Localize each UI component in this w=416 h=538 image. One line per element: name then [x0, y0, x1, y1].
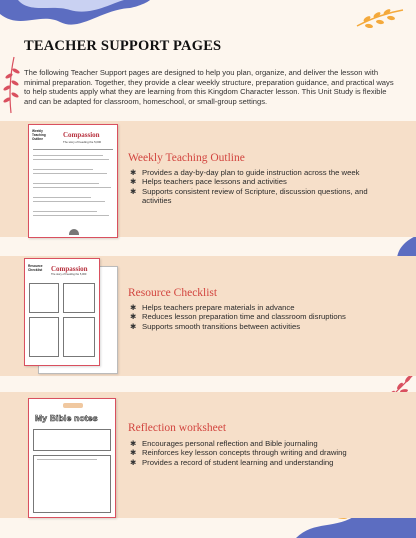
thumbnail-title: Compassion	[63, 131, 100, 139]
bullet-text: Reduces lesson preparation time and classroom disruptions	[142, 312, 346, 322]
thumbnail-line	[33, 215, 109, 216]
thumbnail-page-dot	[69, 229, 79, 235]
list-item	[130, 177, 380, 186]
intro-paragraph: The following Teacher Support pages are designed to help you plan, organize, and deliver the lesson with minimal preparation. Together, they provide a clear weekly structure, preparation guidance, and practical ways to help students apply what they are learning from this Kingdom Character lesson. This Unit Study is flexible and can be adapted for classroom, homeschool, or small-group settings.	[24, 68, 394, 106]
section-heading-weekly-outline: Weekly Teaching Outline	[128, 152, 245, 164]
asterisk-icon: ✱	[130, 321, 137, 331]
left-leaf-branch	[2, 55, 20, 115]
section-heading-resource-checklist: Resource Checklist	[128, 287, 218, 299]
thumbnail-side-label: Resource Checklist	[28, 264, 43, 272]
thumbnail-line	[33, 197, 91, 198]
asterisk-icon: ✱	[130, 168, 137, 177]
thumbnail-line	[33, 159, 109, 160]
resource-checklist-bullets	[130, 303, 380, 331]
thumbnail-logo	[63, 403, 83, 408]
bullet-text: Helps teachers pace lessons and activities	[142, 177, 287, 187]
thumbnail-line	[33, 173, 107, 174]
thumbnail-box	[33, 455, 111, 513]
bullet-text: Supports smooth transitions between activities	[142, 321, 301, 331]
list-item	[130, 312, 380, 321]
asterisk-icon: ✱	[130, 448, 137, 458]
weekly-outline-bullets	[130, 168, 380, 206]
asterisk-icon: ✱	[130, 186, 137, 196]
thumbnail-box	[29, 283, 59, 313]
thumbnail-line	[33, 155, 103, 156]
top-left-blob	[0, 0, 150, 40]
thumbnail-box	[63, 283, 95, 313]
reflection-worksheet-bullets	[130, 439, 380, 467]
page-title: TEACHER SUPPORT PAGES	[24, 38, 222, 54]
asterisk-icon: ✱	[130, 312, 137, 322]
list-item	[130, 439, 380, 448]
thumbnail-title: Compassion	[51, 265, 88, 273]
thumbnail-side-label: Weekly Teaching Outline	[32, 129, 46, 141]
thumbnail-line	[33, 201, 105, 202]
thumbnail-line	[33, 169, 93, 170]
bullet-text: Supports consistent review of Scripture, discussion questions, and activities	[142, 186, 368, 206]
resource-checklist-thumbnail	[24, 258, 100, 366]
asterisk-icon: ✱	[130, 457, 137, 467]
top-right-leaf-branch	[355, 6, 405, 28]
bullet-text: Encourages personal reflection and Bible journaling	[142, 439, 318, 448]
list-item	[130, 303, 380, 312]
reflection-worksheet-thumbnail	[28, 398, 116, 518]
list-item	[130, 458, 380, 467]
asterisk-icon: ✱	[130, 303, 137, 312]
weekly-outline-thumbnail	[28, 124, 118, 238]
thumbnail-subtitle: The story of Feeding the 5,000	[63, 140, 102, 144]
thumbnail-box	[33, 429, 111, 451]
list-item	[130, 187, 380, 206]
thumbnail-line	[37, 459, 97, 460]
thumbnail-line	[33, 187, 111, 188]
list-item	[130, 168, 380, 177]
thumbnail-line	[33, 183, 99, 184]
list-item	[130, 448, 380, 457]
list-item	[130, 322, 380, 331]
asterisk-icon: ✱	[130, 177, 137, 187]
thumbnail-box	[63, 317, 95, 357]
thumbnail-line	[33, 149, 113, 150]
bullet-text: Helps teachers prepare materials in advance	[142, 303, 295, 312]
thumbnail-title: My Bible notes	[35, 413, 98, 423]
thumbnail-subtitle: The story of Feeding the 5,000	[51, 273, 87, 276]
bullet-text: Provides a record of student learning and understanding	[142, 457, 334, 467]
thumbnail-line	[33, 211, 97, 212]
bullet-text: Provides a day-by-day plan to guide instruction across the week	[142, 168, 360, 177]
asterisk-icon: ✱	[130, 439, 137, 448]
thumbnail-box	[29, 317, 59, 357]
bullet-text: Reinforces key lesson concepts through writing and drawing	[142, 448, 347, 458]
section-heading-reflection-worksheet: Reflection worksheet	[128, 422, 227, 434]
